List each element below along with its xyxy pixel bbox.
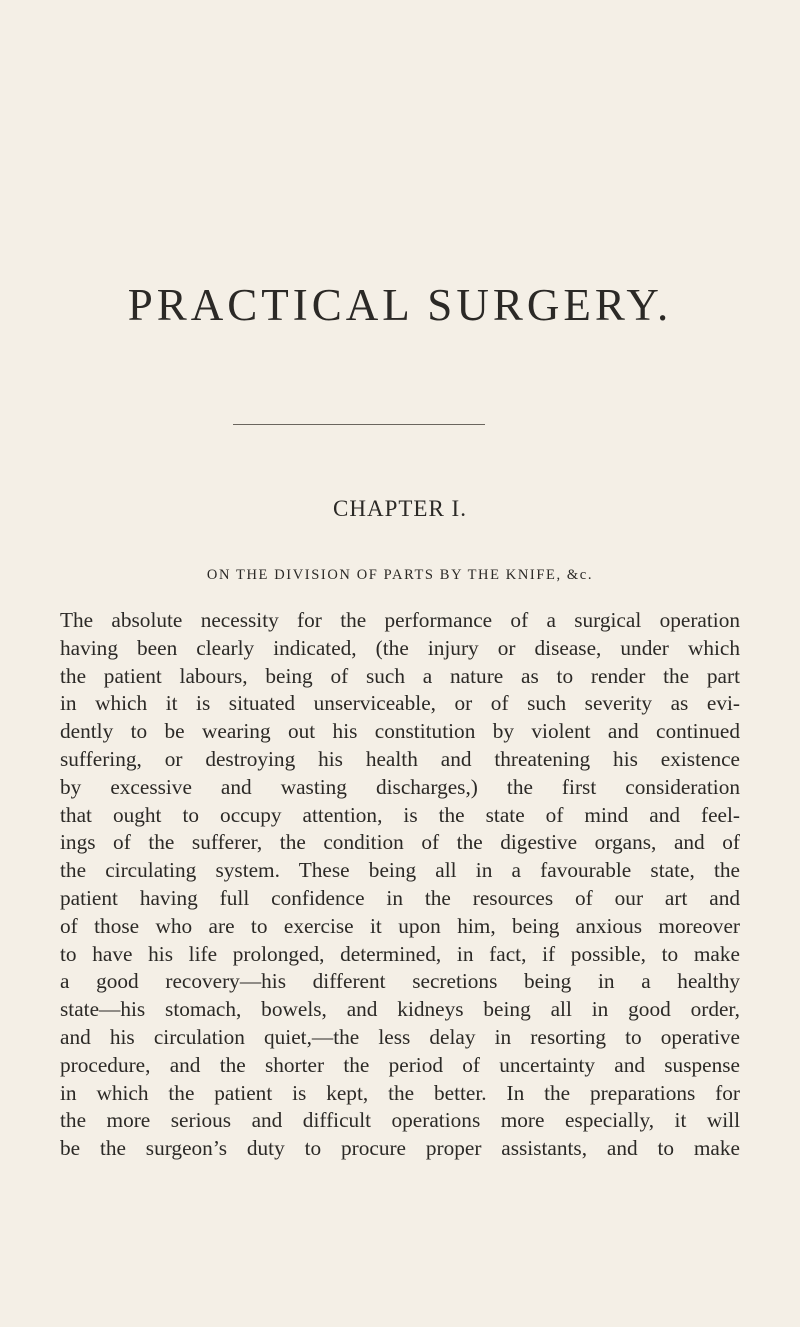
- paragraph-line: to have his life prolonged, determined, in fact, if possible, to make: [60, 941, 740, 966]
- paragraph-line: suffering, or destroying his health and threatening his existence: [60, 746, 740, 771]
- paragraph-line: in which it is situated unserviceable, or of such severity as evi-: [60, 691, 740, 716]
- paragraph-line: patient having full confidence in the resources of our art and: [60, 885, 740, 910]
- paragraph-line: in which the patient is kept, the better. In the preparations for: [60, 1080, 740, 1105]
- body-paragraph: [60, 607, 740, 1163]
- paragraph-line: be the surgeon’s duty to procure proper assistants, and to make: [60, 1136, 740, 1161]
- divider-rule: [233, 424, 485, 425]
- paragraph-line: the patient labours, being of such a nature as to render the part: [60, 663, 740, 688]
- paragraph-line: a good recovery—his different secretions being in a healthy: [60, 969, 740, 994]
- paragraph-line: the circulating system. These being all in a favourable state, the: [60, 858, 740, 883]
- paragraph-line: having been clearly indicated, (the injury or disease, under which: [60, 635, 740, 660]
- chapter-subtitle: ON THE DIVISION OF PARTS BY THE KNIFE, &c.: [206, 567, 594, 583]
- paragraph-line: The absolute necessity for the performance of a surgical operation: [60, 608, 740, 632]
- paragraph-line: dently to be wearing out his constitution by violent and continued: [60, 719, 740, 744]
- paragraph-line: ings of the sufferer, the condition of the digestive organs, and of: [60, 830, 740, 855]
- paragraph-line: by excessive and wasting discharges,) the first consideration: [60, 774, 740, 799]
- paragraph-line: that ought to occupy attention, is the state of mind and feel-: [60, 802, 740, 827]
- paragraph-line: of those who are to exercise it upon him, being anxious moreover: [60, 913, 740, 938]
- book-title: PRACTICAL SURGERY.: [127, 280, 673, 330]
- paragraph-line: state—his stomach, bowels, and kidneys being all in good order,: [60, 997, 740, 1022]
- paragraph-line: and his circulation quiet,—the less delay in resorting to operative: [60, 1024, 740, 1049]
- paragraph-line: procedure, and the shorter the period of uncertainty and suspense: [60, 1052, 740, 1077]
- chapter-heading: CHAPTER I.: [333, 496, 467, 521]
- paragraph-line: the more serious and difficult operations more especially, it will: [60, 1108, 740, 1133]
